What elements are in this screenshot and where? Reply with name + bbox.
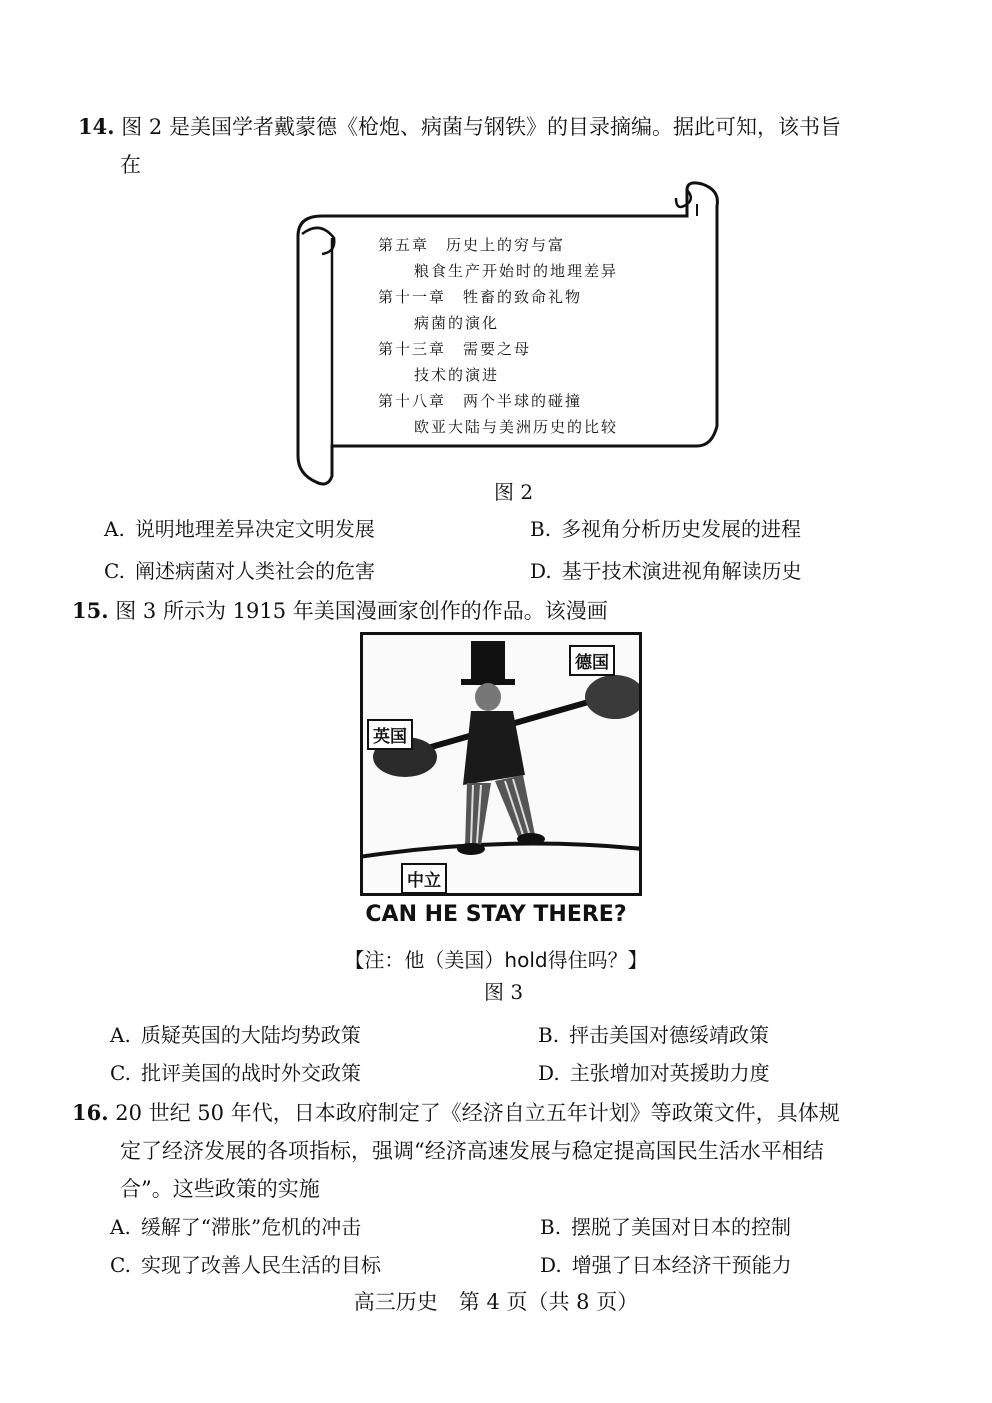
- option-label: D.: [540, 1253, 562, 1277]
- option-label: A.: [104, 517, 125, 541]
- option-text: 抨击美国对德绥靖政策: [569, 1023, 770, 1047]
- option-label: D.: [538, 1061, 560, 1085]
- option-text: 说明地理差异决定文明发展: [134, 517, 375, 541]
- toc-chapter-18: 第十八章 两个半球的碰撞: [378, 392, 583, 410]
- toc-sub-13: 技术的演进: [414, 366, 500, 384]
- option-label: B.: [530, 517, 552, 541]
- option-text: 基于技术演进视角解读历史: [561, 559, 802, 583]
- q14-stem-line1: [78, 112, 841, 142]
- scroll-figure: [292, 176, 722, 488]
- q16-option-b[interactable]: [540, 1212, 791, 1242]
- option-text: 质疑英国的大陆均势政策: [140, 1023, 361, 1047]
- q16-stem-text-1: 20 世纪 50 年代，日本政府制定了《经济自立五年计划》等政策文件，具体规: [115, 1101, 840, 1125]
- option-text: 实现了改善人民生活的目标: [140, 1253, 381, 1277]
- toc-chapter-5: 第五章 历史上的穷与富: [378, 236, 566, 254]
- q16-option-c[interactable]: [110, 1250, 381, 1280]
- q15-option-d[interactable]: [538, 1058, 770, 1088]
- q14-stem-line2: 在: [120, 153, 141, 177]
- option-text: 摆脱了美国对日本的控制: [571, 1215, 792, 1239]
- table-of-contents: [378, 232, 618, 440]
- toc-chapter-11: 第十一章 牲畜的致命礼物: [378, 288, 583, 306]
- q14-number: 14.: [78, 114, 115, 139]
- q14-option-a[interactable]: [104, 514, 375, 544]
- option-label: B.: [538, 1023, 560, 1047]
- option-label: A.: [110, 1215, 131, 1239]
- q15-option-c[interactable]: [110, 1058, 361, 1088]
- q16-option-a[interactable]: [110, 1212, 361, 1242]
- cartoon-note: 【注：他（美国）hold得住吗？】: [344, 948, 648, 972]
- option-text: 多视角分析历史发展的进程: [561, 517, 802, 541]
- option-text: 批评美国的战时外交政策: [140, 1061, 361, 1085]
- q15-option-b[interactable]: [538, 1020, 769, 1050]
- option-text: 阐述病菌对人类社会的危害: [134, 559, 375, 583]
- option-label: B.: [540, 1215, 562, 1239]
- tag-germany: 德国: [569, 645, 615, 676]
- q15-stem-line: [72, 596, 608, 626]
- option-label: C.: [104, 559, 125, 583]
- toc-chapter-13: 第十三章 需要之母: [378, 340, 532, 358]
- q16-stem-line1: [72, 1098, 840, 1128]
- option-label: D.: [530, 559, 552, 583]
- option-label: C.: [110, 1253, 131, 1277]
- q15-option-a[interactable]: [110, 1020, 361, 1050]
- q14-option-d[interactable]: [530, 556, 802, 586]
- option-label: A.: [110, 1023, 131, 1047]
- option-text: 缓解了“滞胀”危机的冲击: [140, 1215, 362, 1239]
- page-footer: 高三历史 第 4 页（共 8 页）: [353, 1290, 639, 1314]
- q15-number: 15.: [72, 598, 109, 623]
- tag-britain: 英国: [367, 719, 413, 750]
- option-label: C.: [110, 1061, 131, 1085]
- q16-stem-line2: 定了经济发展的各项指标，强调“经济高速发展与稳定提高国民生活水平相结: [120, 1139, 824, 1163]
- q14-stem-text-1: 图 2 是美国学者戴蒙德《枪炮、病菌与钢铁》的目录摘编。据此可知，该书旨: [121, 115, 841, 139]
- toc-sub-11: 病菌的演化: [414, 314, 500, 332]
- q16-option-d[interactable]: [540, 1250, 792, 1280]
- q14-option-b[interactable]: [530, 514, 801, 544]
- q16-number: 16.: [72, 1100, 109, 1125]
- toc-sub-5: 粮食生产开始时的地理差异: [414, 262, 619, 280]
- cartoon-title: CAN HE STAY THERE?: [365, 902, 627, 927]
- tag-neutral: 中立: [401, 863, 447, 894]
- q16-stem-line3: 合”。这些政策的实施: [120, 1177, 320, 1201]
- q15-stem-text: 图 3 所示为 1915 年美国漫画家创作的作品。该漫画: [115, 599, 608, 623]
- toc-sub-18: 欧亚大陆与美洲历史的比较: [414, 418, 619, 436]
- option-text: 增强了日本经济干预能力: [571, 1253, 792, 1277]
- option-text: 主张增加对英援助力度: [569, 1061, 770, 1085]
- figure-3-caption: 图 3: [484, 980, 524, 1004]
- q14-option-c[interactable]: [104, 556, 375, 586]
- cartoon-figure: [360, 632, 642, 896]
- figure-2-caption: 图 2: [494, 480, 534, 504]
